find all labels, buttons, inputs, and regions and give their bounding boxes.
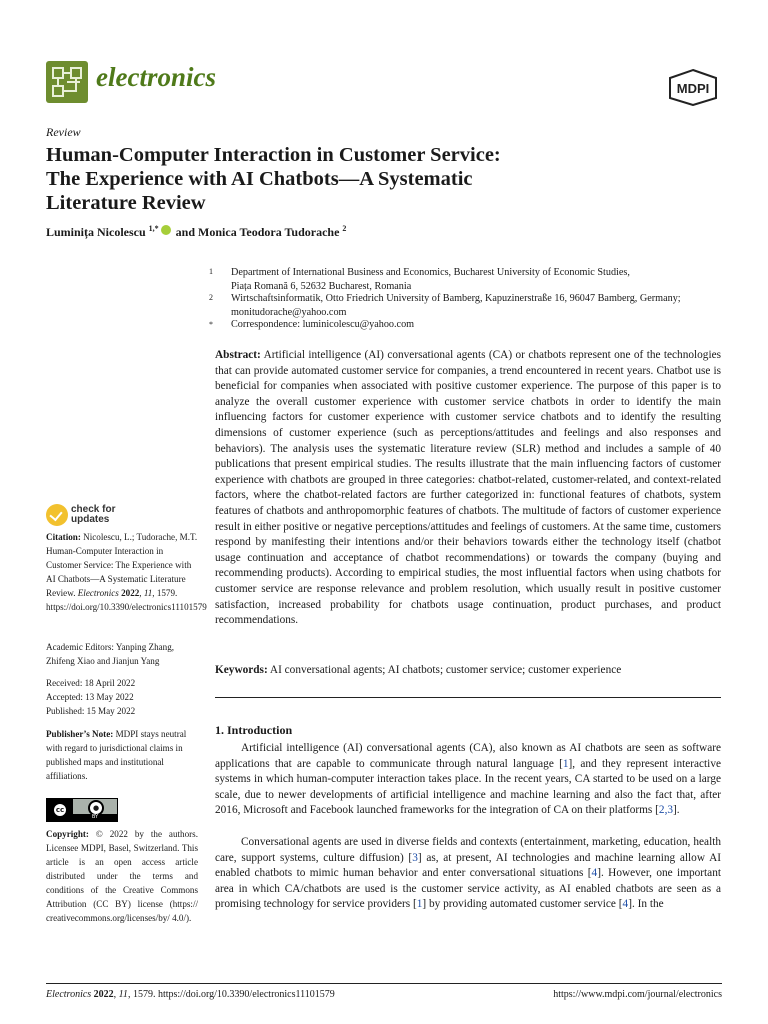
section-divider [215,697,721,698]
publisher-note [46,727,198,783]
mdpi-logo [664,68,722,106]
copyright-label: Copyright: [46,829,89,839]
abstract [215,348,721,629]
author-affiliation-mark: 1,* [148,224,159,233]
article-title [46,143,666,215]
affiliation-line: Wirtschaftsinformatik, Otto Friedrich University of Bamberg, Kapuzinerstraße 16, 96047 Bamberg, Germany; [231,293,681,304]
academic-editors: Academic Editors: Yanping Zhang, Zhifeng Xiao and Jianjun Yang [46,642,175,666]
accepted-date: Accepted: 13 May 2022 [46,692,134,702]
affiliation-mark: 1 [209,267,213,276]
citation-doi[interactable]: , 1579. https://doi.org/10.3390/electronics11101579 [46,588,207,612]
keywords-label: Keywords: [215,664,268,676]
citation-link[interactable]: 4 [591,867,598,880]
article-type: Review [46,125,81,139]
text-run: ]. However, one important area in which CA/chatbots are used is the customer service activity, as AI enabled chatbots are seen as a promising technology for service providers [ [215,867,721,911]
title-line: Literature Review [46,192,206,214]
abstract-label: Abstract: [215,349,261,361]
footer-divider [46,983,722,984]
author-affiliation-mark: 2 [342,224,347,233]
citation-link[interactable]: 1 [562,757,569,770]
text-run: Artificial intelligence (AI) conversational agents (CA), also known as AI chatbots are seen as software applications that are capable to communicate through natural language [ [215,742,721,770]
affiliation-line: Department of International Business and Economics, Bucharest University of Economic Studies, [231,267,630,278]
copyright-text: © 2022 by the authors. Licensee MDPI, Basel, Switzerland. This article is an open access article distributed under the terms and conditions of the Creative Commons Attribution (CC BY) license (https:// creativecommons.org/licenses/by/ 4.0/). [46,829,198,923]
citation-link[interactable]: 1 [416,898,423,911]
text-run: ] by providing automated customer service [ [422,898,623,911]
received-date: Received: 18 April 2022 [46,678,136,688]
check-updates-label: check for [71,504,116,515]
text-run: Conversational agents are used in diverse fields and contexts (entertainment, marketing, education, health care, support systems, culture diffusion) [ [215,836,721,864]
citation-block: Citation: Nicolescu, L.; Tudorache, M.T. Human-Computer Interaction in Customer Service: The Experience with AI Chatbots—A Systematic Literature Review. Electronics 2022, 11, 1579. https://doi.org/10.3390/electronics11101579 [46,532,207,612]
intro-paragraph [215,741,721,819]
affiliation [231,292,681,320]
text-run: ], and they represent interactive systems in which human-computer interaction takes place. In the recent years, CA started to be used on a large scale, due to newer developments of artificial intelligence and machine learning and also the fact that, after 2016, Microsoft and Facebook launched frameworks for the integration of CA on their platforms [ [215,757,721,817]
check-updates-label: updates [71,514,110,525]
citation-link[interactable]: 4 [622,898,629,911]
footer-doi[interactable]: , 1579. https://doi.org/10.3390/electronics11101579 [127,989,335,1000]
title-line: The Experience with AI Chatbots—A Systematic [46,168,473,190]
title-line: Human-Computer Interaction in Customer Service: [46,144,501,166]
citation-link[interactable]: 2,3 [658,804,674,817]
footer-volume: 11 [118,989,128,1000]
intro-paragraph [215,835,721,913]
affiliation-mark: * [209,320,213,329]
cc-icon: cc [52,802,68,818]
affiliation-mark: 2 [209,293,213,302]
affiliation [231,266,630,294]
by-label: BY [73,814,117,821]
correspondence [231,318,414,332]
orcid-icon[interactable] [161,225,171,235]
cc-mark [47,799,73,821]
copyright-block [46,827,198,925]
text-run: ]. [673,804,680,817]
footer-year: 2022 [93,989,114,1000]
citation-text: Nicolescu, L.; Tudorache, M.T. Human-Computer Interaction in Customer Service: The Experience with AI Chatbots—A Systematic Literature Review. [46,532,198,598]
journal-logo-icon [46,61,88,103]
citation-volume: 11 [143,588,153,598]
text-run: ]. In the [628,898,664,911]
attribution-person-icon: ● [88,800,104,816]
author-name[interactable]: Monica Teodora Tudorache [198,225,340,239]
footer-citation: Electronics 2022, 11, 1579. https://doi.org/10.3390/electronics11101579 [46,989,335,1000]
footer-journal: Electronics [46,989,92,1000]
published-date: Published: 15 May 2022 [46,706,136,716]
journal-name: electronics [96,62,216,92]
affiliation-line: Piața Romană 6, 52632 Bucharest, Romania [231,281,412,292]
publisher-note-label: Publisher’s Note: [46,729,114,739]
author-name[interactable]: Luminița Nicolescu [46,225,146,239]
abstract-text: Artificial intelligence (AI) conversational agents (CA) or chatbots represent one of the technologies that can provide automated customer service for companies, a trend encountered in recent years. Chatbot use is beneficial for companies when associated with positive customer experience. The purpose of this paper is to analyze the overall customer experience with customer service chatbots in order to identify the main influencing factors for customer experience with customer service chatbots and to identify the resulting dimensions of customer experience (such as perceptions/attitudes and feelings and also responses and behaviors). The analysis uses the systematic literature review (SLR) method and includes a sample of 40 publications that present empirical studies. The results illustrate that the main influencing factors of customer experience with chatbots are grouped in three categories: chatbot-related, customer-related, and context-related factors, where the chatbot-related factors are further categorized in: functional features of chatbots, system features of chatbots and anthropomorphic features of chatbots. The multitude of factors of customer experience result in either positive or negative perceptions/attitudes and feelings of customers. At the same time, customers respond by manifesting their intentions and/or their behaviors towards either the technology itself (chatbot usage continuation and acceptance of chatbot recommendations) or towards the company (buying and recommending products). According to empirical studies, the most influential factors when using chatbots for customer service are response relevance and problem resolution, which usually result in positive customer satisfaction, increased probability for chatbots usage continuation, product purchases, and product recommendations. [215,349,721,627]
citation-year: 2022 [121,588,140,598]
keywords-text: AI conversational agents; AI chatbots; customer service; customer experience [269,664,622,676]
affiliation-line[interactable]: monitudorache@yahoo.com [231,307,347,318]
keywords [215,663,721,679]
footer-journal-url[interactable]: https://www.mdpi.com/journal/electronics [553,989,722,1000]
author-conjunction: and [175,225,196,239]
checkmark-icon [46,504,68,526]
circuit-board-icon [50,65,84,99]
citation-link[interactable]: 3 [412,851,418,864]
author-list [46,224,346,240]
publisher-logo-text: MDPI [676,81,710,96]
publisher-note-text: MDPI stays neutral with regard to jurisdictional claims in published maps and institutional affiliations. [46,729,187,781]
citation-journal: Electronics [77,588,119,598]
cc-by-license-icon[interactable] [46,798,118,822]
citation-label: Citation: [46,532,81,542]
section-heading: 1. Introduction [215,723,293,737]
publication-dates [46,676,198,718]
text-run: ] as, at present, AI technologies and machine learning allow AI enabled chatbots to mimic human behavior and enter conversational situations [ [215,851,721,880]
correspondence-line[interactable]: Correspondence: luminicolescu@yahoo.com [231,319,415,330]
